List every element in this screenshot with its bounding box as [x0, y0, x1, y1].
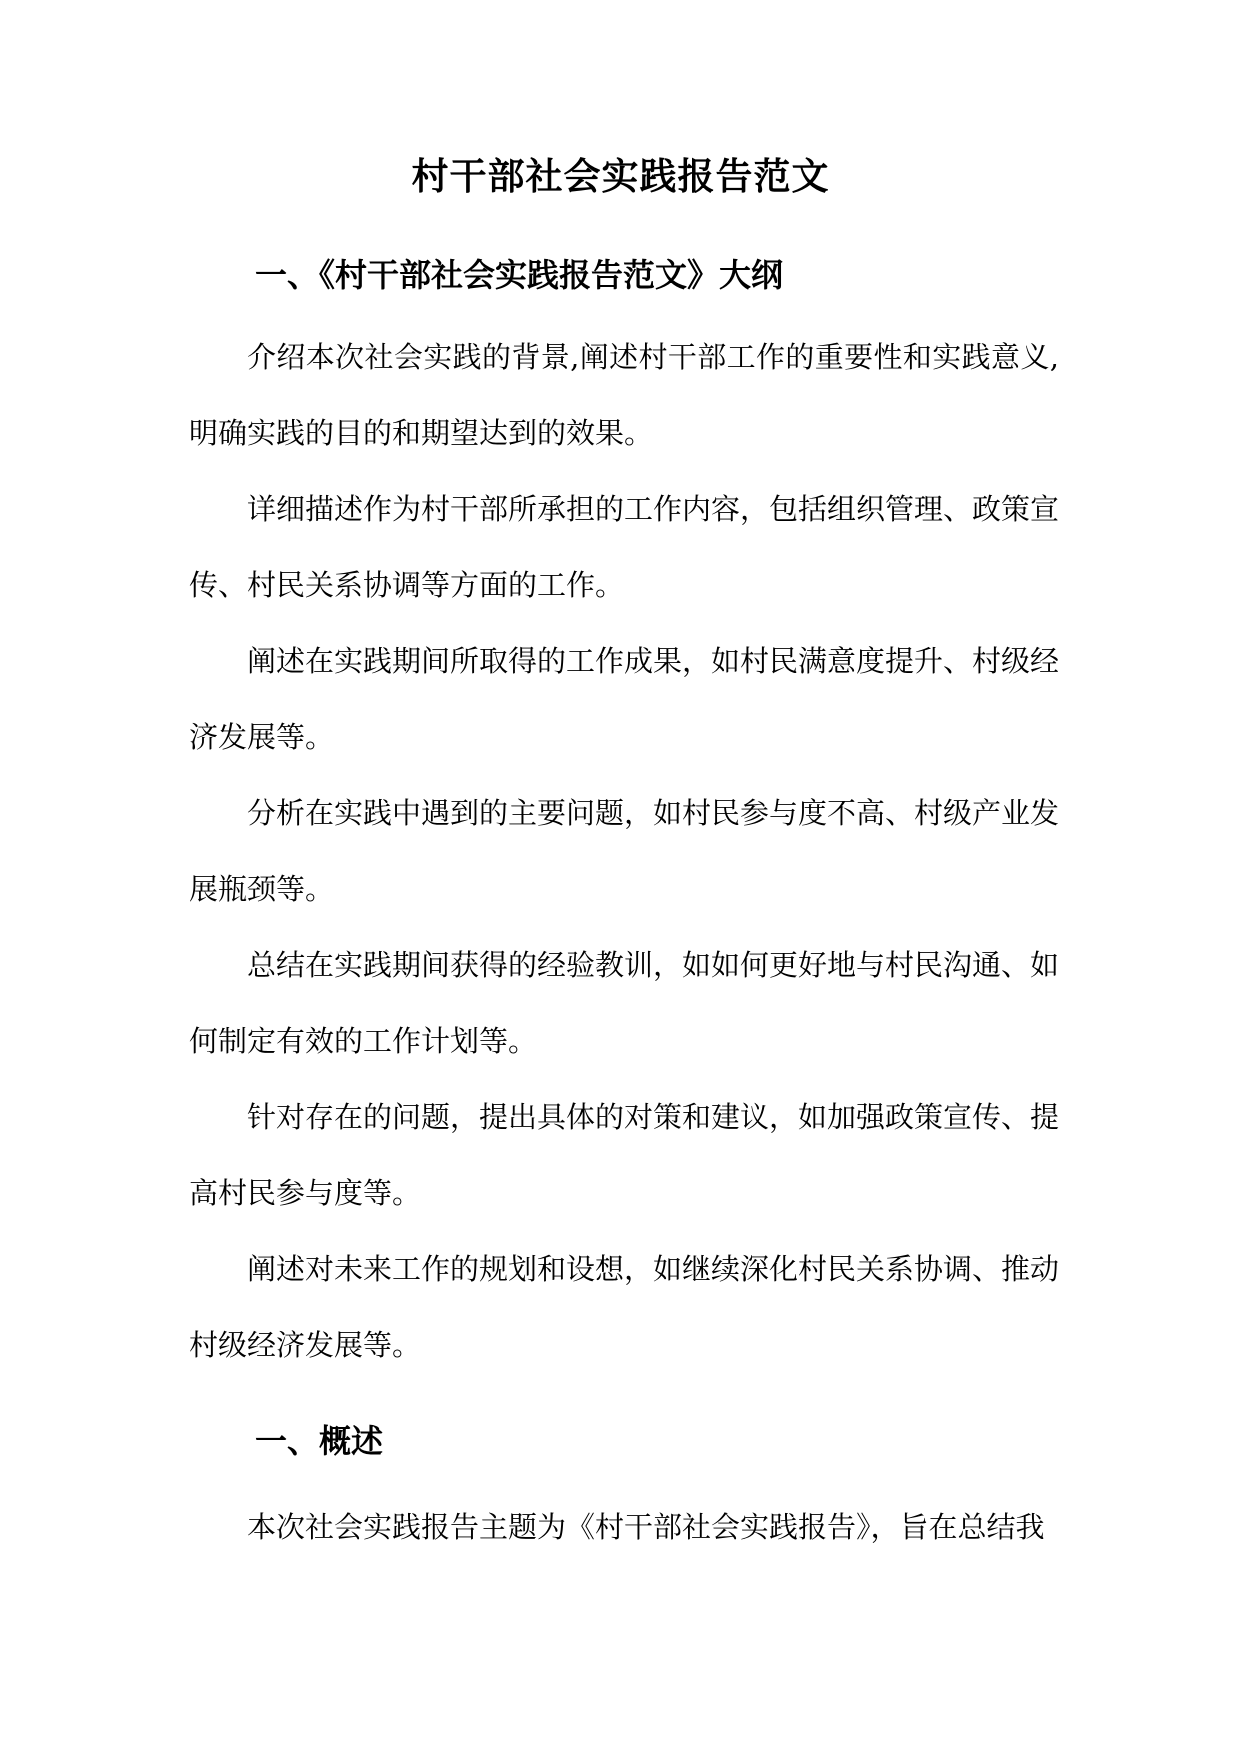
outline-paragraph-future-plans: 阐述对未来工作的规划和设想，如继续深化村民关系协调、推动村级经济发展等。: [189, 1252, 1060, 1362]
outline-paragraph-results: 阐述在实践期间所取得的工作成果，如村民满意度提升、村级经济发展等。: [189, 644, 1060, 754]
overview-heading: 一、概述: [255, 1422, 384, 1460]
overview-paragraph: 本次社会实践报告主题为《村干部社会实践报告》，旨在总结我: [247, 1510, 1045, 1544]
outline-paragraph-background: 介绍本次社会实践的背景,阐述村干部工作的重要性和实践意义,明确实践的目的和期望达到的效果。: [189, 340, 1059, 450]
outline-paragraph-problems: 分析在实践中遇到的主要问题，如村民参与度不高、村级产业发展瓶颈等。: [189, 796, 1060, 906]
outline-paragraph-lessons: 总结在实践期间获得的经验教训，如如何更好地与村民沟通、如何制定有效的工作计划等。: [189, 948, 1060, 1058]
document-title: 村干部社会实践报告范文: [411, 154, 830, 198]
outline-paragraph-suggestions: 针对存在的问题，提出具体的对策和建议，如加强政策宣传、提高村民参与度等。: [189, 1100, 1060, 1210]
outline-heading: 一、《村干部社会实践报告范文》大纲: [255, 256, 784, 294]
outline-paragraph-work-content: 详细描述作为村干部所承担的工作内容，包括组织管理、政策宣传、村民关系协调等方面的工作。: [189, 492, 1060, 602]
